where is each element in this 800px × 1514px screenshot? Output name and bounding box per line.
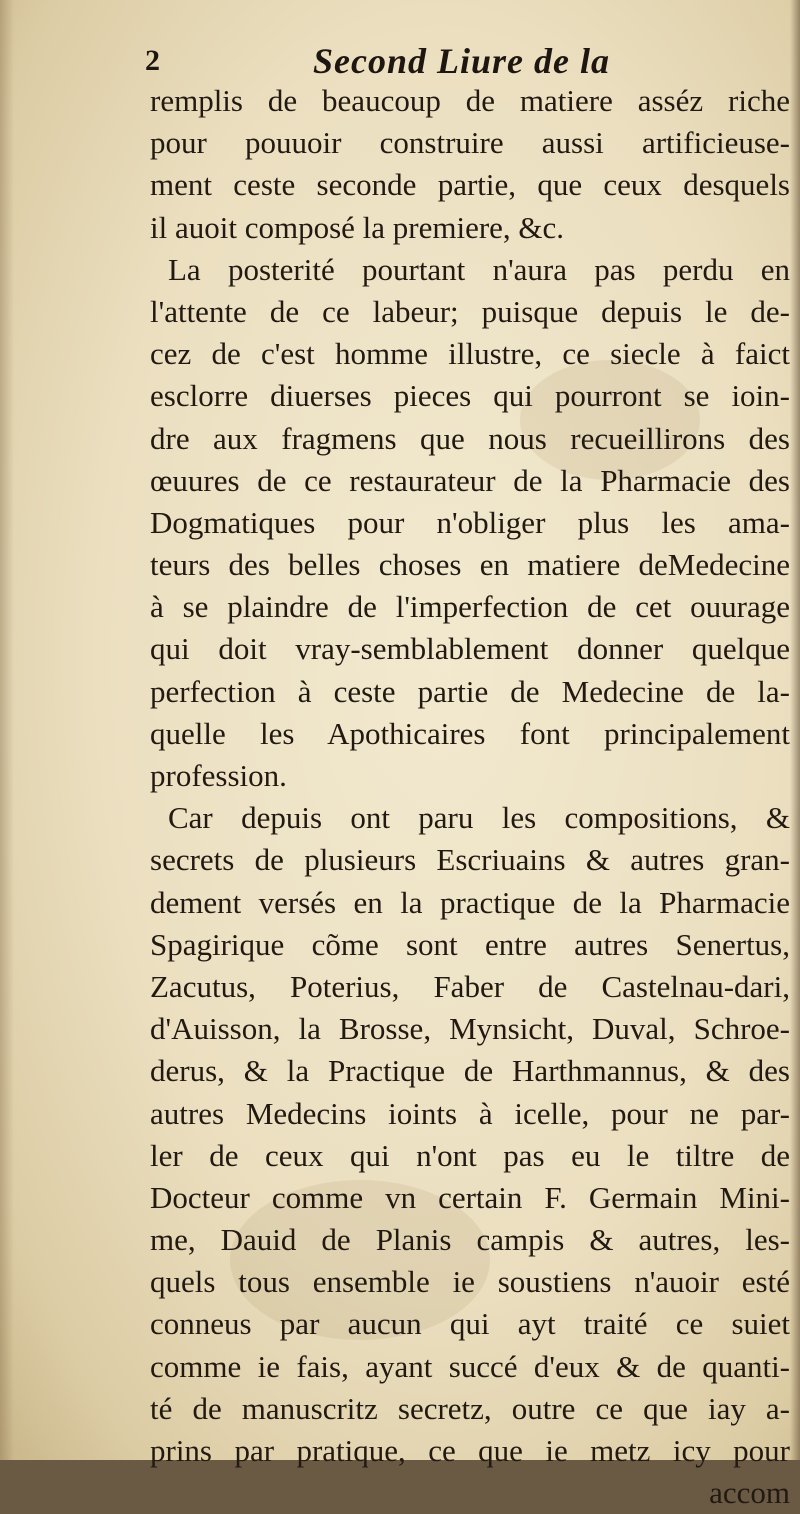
page-number: 2 (145, 44, 160, 77)
text-line: qui doit vray-semblablement donner quelque (150, 631, 790, 667)
text-line: œuures de ce restaurateur de la Pharmacie des (150, 462, 790, 498)
page-right-shadow (790, 0, 800, 1460)
text-line: conneus par aucun qui ayt traité ce suiet (150, 1306, 790, 1342)
text-line: comme ie fais, ayant succé d'eux & de quanti- (150, 1348, 790, 1384)
text-line: Dogmatiques pour n'obliger plus les ama- (150, 504, 790, 540)
text-line: l'attente de ce labeur; puisque depuis le de- (150, 293, 790, 329)
text-line: profession. (150, 758, 287, 793)
text-line: il auoit composé la premiere, &c. (150, 209, 565, 245)
text-line: teurs des belles choses en matiere deMedecine (150, 547, 790, 583)
text-line: dre aux fragmens que nous recueillirons des (150, 420, 790, 456)
text-line: me, Dauid de Planis campis & autres, les- (150, 1222, 790, 1258)
text-line: remplis de beaucoup de matiere asséz riche (150, 83, 790, 118)
text-line: d'Auisson, la Brosse, Mynsicht, Duval, Schroe- (150, 1011, 790, 1047)
catchword: accom (709, 1475, 790, 1511)
text-line: derus, & la Practique de Harthmannus, & des (150, 1053, 790, 1089)
text-line: prins par pratique, ce que ie metz icy pour (150, 1433, 790, 1468)
text-line: ler de ceux qui n'ont pas eu le tiltre de (150, 1137, 790, 1173)
text-line: secrets de plusieurs Escriuains & autres gran- (150, 842, 790, 878)
text-line: Car depuis ont paru les compositions, & (168, 800, 790, 836)
text-line: Docteur comme vn certain F. Germain Mini- (150, 1179, 790, 1215)
text-line: La posterité pourtant n'aura pas perdu en (168, 251, 790, 287)
text-line: quels tous ensemble ie soustiens n'auoir esté (150, 1264, 790, 1300)
page-left-shadow (0, 0, 14, 1460)
text-line: dement versés en la practique de la Pharmacie (150, 884, 790, 920)
text-line: à se plaindre de l'imperfection de cet ouurage (150, 589, 790, 625)
text-line: té de manuscritz secretz, outre ce que iay a- (150, 1390, 790, 1426)
text-line: cez de c'est homme illustre, ce siecle à faict (150, 336, 790, 372)
text-line: Zacutus, Poterius, Faber de Castelnau-dari, (150, 968, 790, 1004)
text-line: autres Medecins ioints à icelle, pour ne par- (150, 1095, 790, 1131)
text-line: perfection à ceste partie de Medecine de la- (150, 673, 790, 709)
text-line: pour pouuoir construire aussi artificieuse- (150, 125, 790, 161)
text-line: quelle les Apothicaires font principalement (150, 715, 790, 751)
text-line: Spagirique cõme sont entre autres Senertus, (150, 926, 790, 962)
text-line: esclorre diuerses pieces qui pourront se ioin- (150, 378, 790, 414)
text-line: ment ceste seconde partie, que ceux desquels (150, 167, 790, 203)
body-text (150, 80, 790, 1514)
running-head: Second Liure de la (313, 41, 610, 81)
page-header (145, 40, 785, 84)
